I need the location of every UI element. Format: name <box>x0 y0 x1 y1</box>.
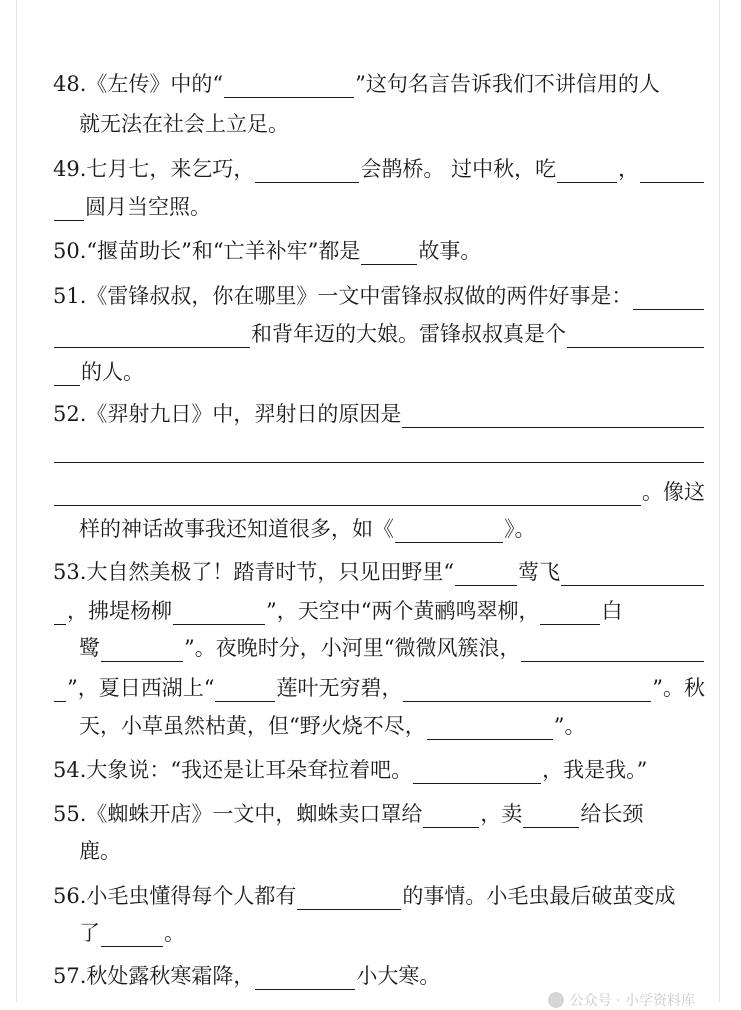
q52-text-d: 》。 <box>504 517 536 541</box>
q53-text-e: 白 <box>601 599 623 623</box>
q48-text-a: 48.《左传》中的“ <box>53 72 224 96</box>
q52-blank-2[interactable] <box>395 520 503 543</box>
q48-text-c: 就无法在社会上立足。 <box>79 112 289 136</box>
q55-text-a: 55.《蜘蛛开店》一文中，蜘蛛卖口罩给 <box>53 802 423 826</box>
q48-line-2 <box>79 110 705 138</box>
q49-blank-1[interactable] <box>255 160 359 183</box>
q53-text-g: ”。夜晚时分，小河里“微微风簇浪， <box>184 636 521 660</box>
q53-line-5 <box>79 712 705 740</box>
q51-blank-2[interactable] <box>567 325 704 348</box>
q48-blank[interactable] <box>224 75 354 98</box>
q53-line-4 <box>53 674 705 702</box>
q55-line-1 <box>53 800 705 828</box>
q56-blank-1[interactable] <box>297 887 401 910</box>
q53-text-d: ”，天空中“两个黄鹂鸣翠柳， <box>266 599 540 623</box>
q53-line-2 <box>53 597 705 625</box>
worksheet-page <box>16 0 720 1009</box>
q53-line-1 <box>53 558 705 586</box>
q52-text-c: 样的神话故事我还知道很多，如《 <box>79 517 394 541</box>
q54-text-a: 54.大象说：“我还是让耳朵耷拉着吧。 <box>53 758 413 782</box>
q49-text-b: 会鹊桥。 过中秋，吃 <box>360 157 557 181</box>
q56-text-d: 。 <box>164 921 185 945</box>
q53-text-j: ”。秋 <box>652 676 705 700</box>
q57-text-a: 57.秋处露秋寒霜降， <box>53 964 255 988</box>
q54-text-b: ，我是我。” <box>542 758 648 782</box>
q53-blank-4[interactable] <box>540 602 600 625</box>
q49-text-a: 49.七月七，来乞巧， <box>53 157 255 181</box>
q49-text-d: 圆月当空照。 <box>85 195 211 219</box>
q53-text-l: ”。 <box>553 714 586 738</box>
q48-text-b: ”这句名言告诉我们不讲信用的人 <box>355 72 660 96</box>
q52-blank-1b[interactable] <box>54 440 704 463</box>
q52-line-4 <box>79 515 705 543</box>
q56-text-b: 的事情。小毛虫最后破茧变成 <box>402 884 676 908</box>
q56-text-a: 56.小毛虫懂得每个人都有 <box>53 884 297 908</box>
q54-blank[interactable] <box>413 761 541 784</box>
q53-blank-5[interactable] <box>101 639 183 662</box>
q56-line-1 <box>53 882 705 910</box>
watermark <box>548 990 695 1010</box>
watermark-text: 公众号 · 小学资料库 <box>569 993 695 1009</box>
q53-blank-9[interactable] <box>427 717 553 740</box>
q53-blank-8[interactable] <box>403 679 651 702</box>
q57-text-b: 小大寒。 <box>356 964 441 988</box>
q52-line-2 <box>53 440 705 463</box>
q52-text-a: 52.《羿射九日》中，羿射日的原因是 <box>53 402 402 426</box>
q52-blank-1c[interactable] <box>54 483 641 506</box>
q50-text-b: 故事。 <box>418 239 482 263</box>
q49-line-2 <box>53 193 705 221</box>
q53-blank-7[interactable] <box>215 679 275 702</box>
q52-text-b: 。像这 <box>642 480 705 504</box>
q53-blank-1[interactable] <box>455 563 517 586</box>
q51-blank-1[interactable] <box>633 287 704 310</box>
wechat-icon <box>548 992 564 1008</box>
q53-blank-2b[interactable] <box>54 602 66 625</box>
q54-line <box>53 756 705 784</box>
q48-line-1 <box>53 70 705 98</box>
q52-line-3 <box>53 478 705 506</box>
q53-text-k: 天，小草虽然枯黄，但“野火烧不尽， <box>79 714 426 738</box>
q51-text-b: 和背年迈的大娘。雷锋叔叔真是个 <box>251 322 566 346</box>
q56-text-c: 了 <box>79 921 100 945</box>
q55-line-2 <box>79 837 705 865</box>
q49-blank-3b[interactable] <box>54 198 84 221</box>
q53-blank-6b[interactable] <box>54 679 66 702</box>
q55-text-c: 给长颈 <box>580 802 644 826</box>
q55-blank-2[interactable] <box>523 805 579 828</box>
q55-blank-1[interactable] <box>423 805 479 828</box>
q53-text-a: 53.大自然美极了！踏青时节，只见田野里“ <box>53 560 455 584</box>
q55-text-d: 鹿。 <box>79 839 121 863</box>
q51-line-2 <box>53 320 705 348</box>
q53-text-h: ”，夏日西湖上“ <box>67 676 215 700</box>
q56-blank-2[interactable] <box>101 924 163 947</box>
q51-text-a: 51.《雷锋叔叔，你在哪里》一文中雷锋叔叔做的两件好事是： <box>53 284 633 308</box>
q53-blank-6[interactable] <box>521 639 704 662</box>
q56-line-2 <box>79 919 705 947</box>
q50-line <box>53 237 705 265</box>
q53-text-c: ，拂堤杨柳 <box>67 599 172 623</box>
q49-line-1 <box>53 155 705 183</box>
q57-line <box>53 962 705 990</box>
q52-line-1 <box>53 400 705 428</box>
q57-blank[interactable] <box>255 967 355 990</box>
q51-text-c: 的人。 <box>81 360 144 384</box>
q55-text-b: ，卖 <box>480 802 523 826</box>
q53-blank-3[interactable] <box>173 602 265 625</box>
q49-text-c: ， <box>618 157 640 181</box>
q50-blank[interactable] <box>361 242 417 265</box>
q52-blank-1[interactable] <box>402 405 704 428</box>
q53-blank-2[interactable] <box>561 563 704 586</box>
q49-blank-3[interactable] <box>640 160 704 183</box>
q53-line-3 <box>79 634 705 662</box>
q51-blank-2b[interactable] <box>54 363 80 386</box>
q53-text-b: 莺飞 <box>518 560 561 584</box>
q51-blank-1b[interactable] <box>54 325 250 348</box>
q49-blank-2[interactable] <box>557 160 617 183</box>
q50-text-a: 50.“揠苗助长”和“亡羊补牢”都是 <box>53 239 361 263</box>
q53-text-f: 鹭 <box>79 636 100 660</box>
q53-text-i: 莲叶无穷碧， <box>276 676 403 700</box>
q51-line-3 <box>53 358 705 386</box>
q51-line-1 <box>53 282 705 310</box>
